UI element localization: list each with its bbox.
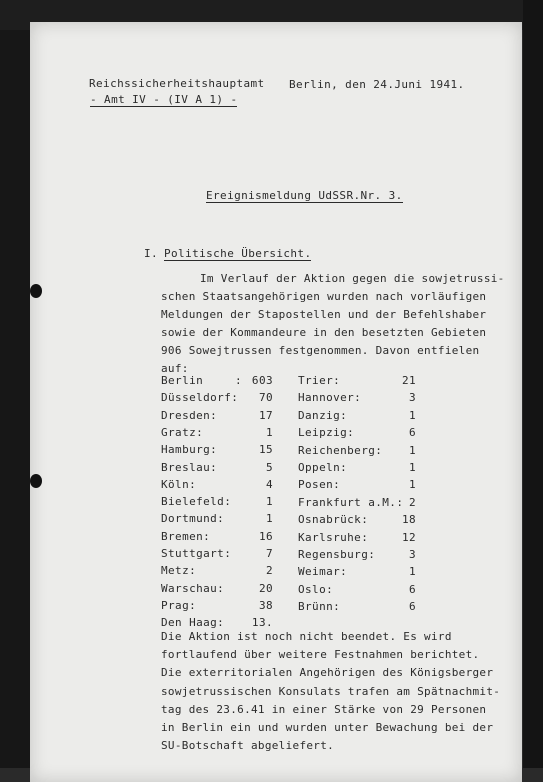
city-name: Stuttgart: [161,547,232,560]
city-name: Hamburg: [161,443,218,457]
arrest-count: 3 [408,548,416,561]
city-name: Danzig: [298,408,348,422]
arrest-count: 2 [408,495,416,509]
arrest-count: 16 [258,529,273,543]
city-name: Regensburg: [298,548,376,561]
city-name: Trier: [298,374,341,387]
arrest-count: 1 [408,408,416,422]
text-line: SU-Botschaft abgeliefert. [161,739,335,753]
arrest-count: 1 [265,512,273,526]
arrest-count: 1 [408,461,416,474]
arrest-count: 6 [408,600,416,614]
punch-hole-top [30,284,42,298]
arrest-count: 5 [265,460,273,474]
document-page [30,22,522,782]
arrest-count: 3 [408,391,416,405]
city-name: Dortmund: [161,512,225,526]
city-name: Köln: [161,477,197,491]
report-title: Ereignismeldung UdSSR.Nr. 3. [206,189,403,202]
scan-left-border [0,0,30,768]
arrest-count: 6 [408,426,416,440]
arrest-count: 1 [265,495,273,509]
arrest-count: 17 [258,408,273,422]
scan-right-border [523,0,543,768]
city-name: Weimar: [298,565,348,579]
text-line: in Berlin ein und wurden unter Bewachung bei der [161,721,494,734]
city-name: Brünn: [298,600,341,614]
city-name: Karlsruhe: [298,530,369,544]
text-line: tag des 23.6.41 in einer Stärke von 29 Personen [161,702,487,716]
arrest-count: 1 [408,443,416,457]
arrest-count: 4 [265,477,273,491]
city-name: Hannover: [298,391,362,405]
arrest-count: 2 [265,564,273,578]
section-heading: Politische Übersicht. [164,247,312,260]
text-line: auf: [161,362,189,375]
city-name: Dresden: [161,408,218,422]
text-line: Die Aktion ist noch nicht beendet. Es wird [161,630,452,643]
city-name: Posen: [298,478,341,492]
place-date: Berlin, den 24.Juni 1941. [289,78,465,91]
arrest-count: 1 [408,478,416,492]
city-name: Den Haag: [161,616,225,630]
arrest-count: 38 [258,598,273,612]
arrest-count: 1 [408,565,416,579]
city-name: Oslo: [298,582,334,596]
city-name: Berlin [161,374,204,387]
city-name: Frankfurt a.M.: [298,495,404,509]
text-line: Im Verlauf der Aktion gegen die sowjetrussi- [200,272,505,285]
punch-hole-bottom [30,474,42,488]
city-name: Bremen: [161,529,211,543]
berlin-colon: : [235,374,243,387]
arrest-count: 1 [265,425,273,439]
city-name: Gratz: [161,425,204,439]
city-name: Bielefeld: [161,495,232,509]
arrest-count: 6 [408,582,416,596]
text-line: fortlaufend über weitere Festnahmen berichtet. [161,648,480,662]
city-name: Warschau: [161,581,225,595]
office-name: Reichssicherheitshauptamt [89,77,265,90]
city-name: Oppeln: [298,461,348,474]
city-name: Prag: [161,598,197,612]
arrest-count: 603 [251,374,273,387]
text-line: sowjetrussischen Konsulats trafen am Spätnachmit- [161,684,501,698]
city-name: Leipzig: [298,426,355,440]
arrest-count: 12 [401,530,416,544]
city-name: Osnabrück: [298,513,369,527]
arrest-count: 7 [265,547,273,560]
text-line: Meldungen der Stapostellen und der Befehlshaber [161,308,487,321]
department-line: - Amt IV - (IV A 1) - [90,93,238,106]
text-line: 906 Sowejtrussen festgenommen. Davon entfielen [161,344,480,357]
text-line: schen Staatsangehörigen wurden nach vorläufigen [161,290,487,303]
arrest-count: 18 [401,513,416,527]
city-name: Düsseldorf: [161,391,239,405]
arrest-count: 70 [258,391,273,405]
city-name: Metz: [161,564,197,578]
city-name: Reichenberg: [298,443,383,457]
arrest-count: 15 [258,443,273,457]
text-line: sowie der Kommandeure in den besetzten Gebieten [161,326,487,339]
arrest-count: 20 [258,581,273,595]
arrest-count: 21 [401,374,416,387]
city-name: Breslau: [161,460,218,474]
arrest-count: 13. [251,616,273,630]
section-number: I. [144,247,159,260]
text-line: Die exterritorialen Angehörigen des Königsberger [161,666,494,680]
